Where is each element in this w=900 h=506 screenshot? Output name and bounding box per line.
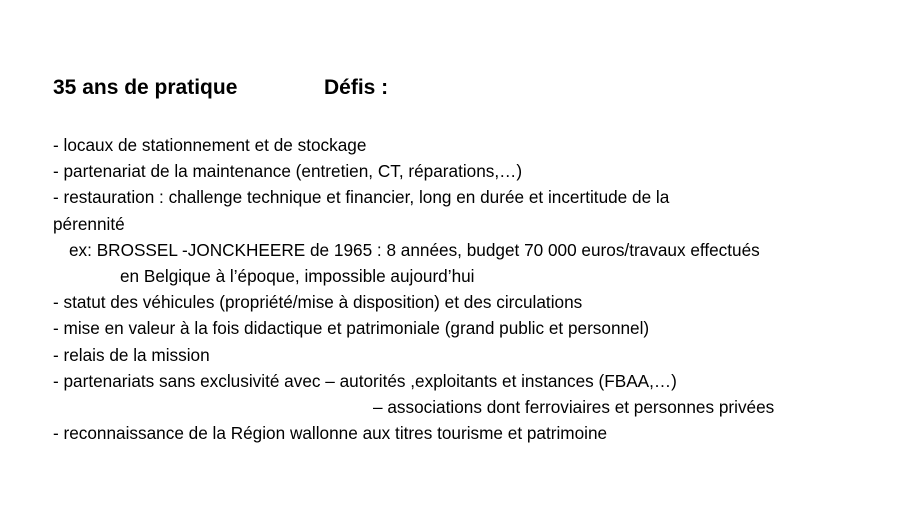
example-continuation: en Belgique à l’époque, impossible aujourd’hui [120, 265, 475, 286]
slide-title: 35 ans de pratique [53, 76, 238, 99]
bullet-line: - relais de la mission [53, 344, 210, 365]
slide-title-row [53, 76, 873, 104]
bullet-line: - reconnaissance de la Région wallonne aux titres tourisme et patrimoine [53, 423, 608, 444]
bullet-subline: – associations dont ferroviaires et personnes privées [373, 396, 775, 417]
slide-subtitle-defis: Défis : [324, 76, 389, 99]
bullet-line: - locaux de stationnement et de stockage [53, 135, 367, 155]
bullet-line: - statut des véhicules (propriété/mise à disposition) et des circulations [53, 292, 583, 313]
slide-body [53, 132, 873, 446]
bullet-line: - partenariats sans exclusivité avec – autorités ,exploitants et instances (FBAA,…) [53, 370, 677, 391]
bullet-line: - partenariat de la maintenance (entretien, CT, réparations,…) [53, 161, 523, 182]
example-line: ex: BROSSEL -JONCKHEERE de 1965 : 8 années, budget 70 000 euros/travaux effectués [69, 239, 760, 260]
bullet-line: - mise en valeur à la fois didactique et patrimoniale (grand public et personnel) [53, 318, 650, 339]
bullet-continuation: pérennité [53, 213, 125, 234]
bullet-line: - restauration : challenge technique et financier, long en durée et incertitude de la [53, 187, 670, 208]
